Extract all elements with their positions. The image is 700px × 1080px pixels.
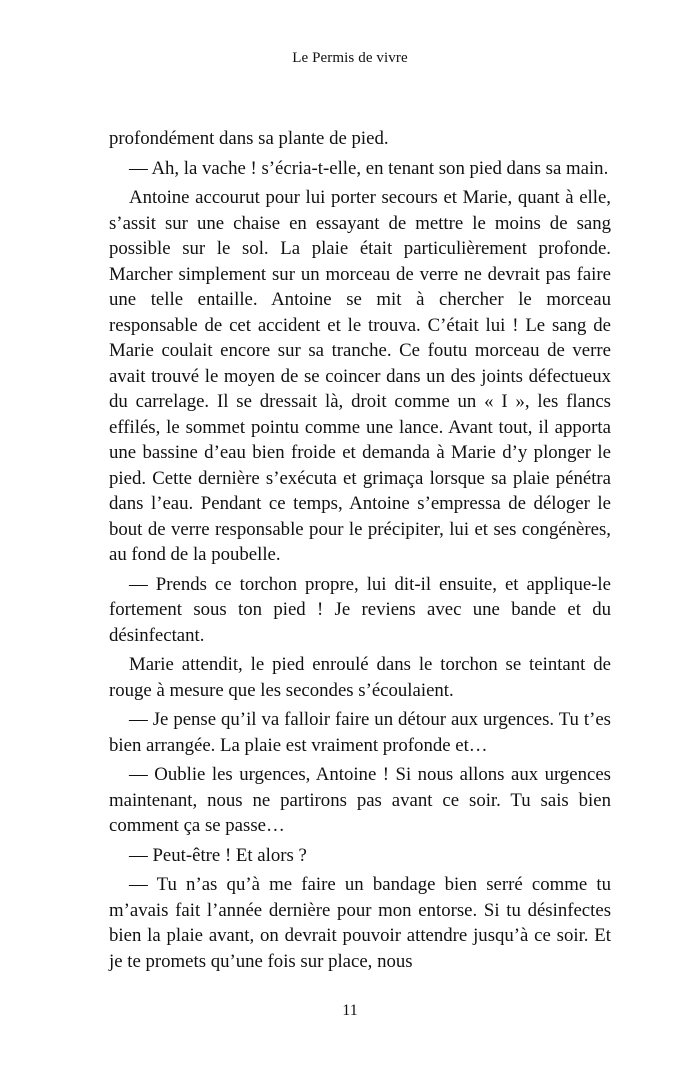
paragraph-narration: Antoine accourut pour lui porter secours et Marie, quant à elle, s’assit sur une chaise en essayant de mettre le moins de sang possible sur le sol. La plaie était particulièrement profonde. Marcher simplement sur un morceau de verre ne devrait pas faire une telle entaille. Antoine se mit à chercher le morceau responsable de cet accident et le trouva. C’était lui ! Le sang de Marie coulait encore sur sa tranche. Ce foutu morceau de verre avait trouvé le moyen de se coincer dans un des joints défectueux du carrelage. Il se dressait là, droit comme un « I », les flancs effilés, le sommet pointu comme une lance. Avant tout, il apporta une bassine d’eau bien froide et demanda à Marie d’y plonger le pied. Cette dernière s’exécuta et grimaça lorsque sa plaie pénétra dans l’eau. Pendant ce temps, Antoine s’empressa de déloger le bout de verre responsable pour le précipiter, lui et ses congénères, au fond de la poubelle. <box>109 187 611 565</box>
paragraph-dialogue: — Prends ce torchon propre, lui dit-il ensuite, et applique-le fortement sous ton pied ! Je reviens avec une bande et du désinfectant. <box>109 573 611 646</box>
paragraph-continuation: profondément dans sa plante de pied. <box>109 128 389 149</box>
body-text <box>109 126 611 978</box>
paragraph-dialogue: — Peut-être ! Et alors ? <box>129 844 307 866</box>
paragraph-dialogue: — Ah, la vache ! s’écria-t-elle, en tenant son pied dans sa main. <box>129 157 609 179</box>
paragraph-dialogue: — Oublie les urgences, Antoine ! Si nous allons aux urgences maintenant, nous ne partirons pas avant ce soir. Tu sais bien comment ça se passe… <box>109 764 611 836</box>
running-header: Le Permis de vivre <box>292 50 408 66</box>
paragraph-dialogue: — Tu n’as qu’à me faire un bandage bien serré comme tu m’avais fait l’année dernière pour mon entorse. Si tu désinfectes bien la plaie avant, on devrait pouvoir attendre jusqu’à ce soir. Et je te promets qu’une fois sur place, nous <box>109 874 611 972</box>
page-number: 11 <box>342 1002 358 1019</box>
paragraph-narration: Marie attendit, le pied enroulé dans le torchon se teintant de rouge à mesure que les secondes s’écoulaient. <box>109 654 611 701</box>
paragraph-dialogue: — Je pense qu’il va falloir faire un détour aux urgences. Tu t’es bien arrangée. La plaie est vraiment profonde et… <box>109 709 611 756</box>
